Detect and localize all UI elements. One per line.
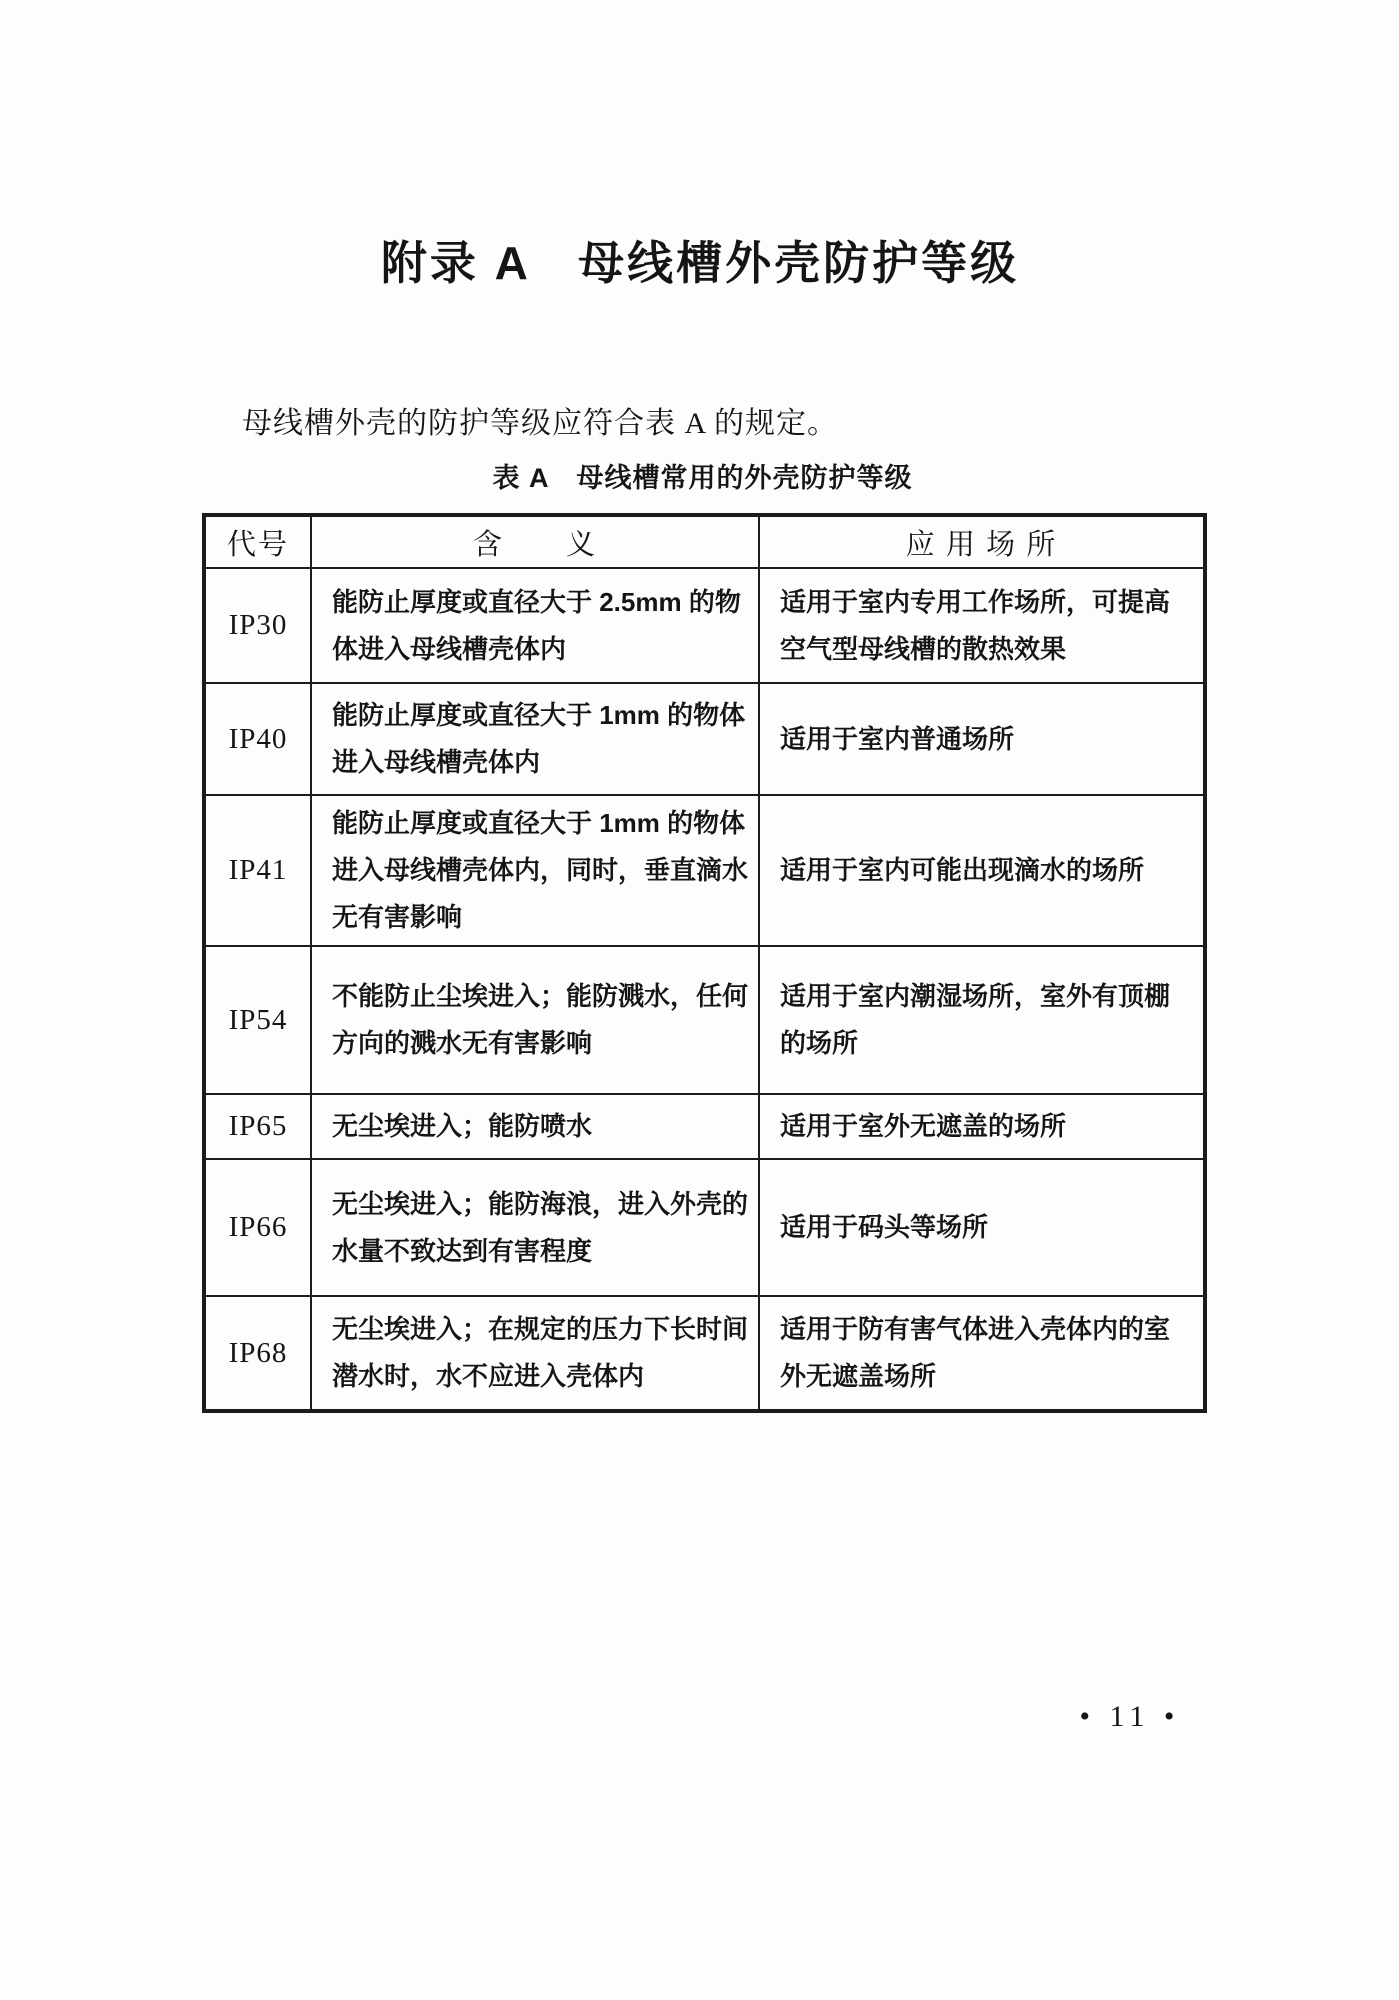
meaning-cell: 不能防止尘埃进入；能防溅水，任何方向的溅水无有害影响 [311, 946, 759, 1094]
table-row [204, 683, 1205, 795]
protection-rating-table [202, 513, 1207, 1413]
application-cell: 适用于室内可能出现滴水的场所 [759, 795, 1205, 946]
application-cell: 适用于室内普通场所 [759, 683, 1205, 795]
table-header-row [204, 515, 1205, 568]
code-cell: IP30 [204, 568, 311, 683]
page-title: 附录 A 母线槽外壳防护等级 [380, 237, 1020, 289]
meaning-cell: 能防止厚度或直径大于 1mm 的物体进入母线槽壳体内，同时，垂直滴水无有害影响 [311, 795, 759, 946]
code-cell: IP68 [204, 1296, 311, 1411]
page-number: • 11 • [1079, 1700, 1181, 1733]
application-cell: 适用于防有害气体进入壳体内的室外无遮盖场所 [759, 1296, 1205, 1411]
code-cell: IP41 [204, 795, 311, 946]
meaning-cell: 无尘埃进入；在规定的压力下长时间潜水时，水不应进入壳体内 [311, 1296, 759, 1411]
table-row [204, 1159, 1205, 1296]
col-header-meaning: 含 义 [311, 515, 759, 568]
table-caption: 表 A 母线槽常用的外壳防护等级 [492, 463, 913, 493]
table-row [204, 946, 1205, 1094]
code-cell: IP65 [204, 1094, 311, 1159]
col-header-code: 代号 [204, 515, 311, 568]
table-row [204, 795, 1205, 946]
application-cell: 适用于码头等场所 [759, 1159, 1205, 1296]
application-cell: 适用于室内专用工作场所，可提高空气型母线槽的散热效果 [759, 568, 1205, 683]
meaning-cell: 无尘埃进入；能防喷水 [311, 1094, 759, 1159]
intro-paragraph: 母线槽外壳的防护等级应符合表 A 的规定。 [242, 407, 839, 440]
code-cell: IP54 [204, 946, 311, 1094]
application-cell: 适用于室内潮湿场所，室外有顶棚的场所 [759, 946, 1205, 1094]
col-header-application: 应 用 场 所 [759, 515, 1205, 568]
code-cell: IP40 [204, 683, 311, 795]
code-cell: IP66 [204, 1159, 311, 1296]
meaning-cell: 能防止厚度或直径大于 2.5mm 的物体进入母线槽壳体内 [311, 568, 759, 683]
meaning-cell: 无尘埃进入；能防海浪，进入外壳的水量不致达到有害程度 [311, 1159, 759, 1296]
table-row [204, 568, 1205, 683]
meaning-cell: 能防止厚度或直径大于 1mm 的物体进入母线槽壳体内 [311, 683, 759, 795]
table-row [204, 1094, 1205, 1159]
table-row [204, 1296, 1205, 1411]
application-cell: 适用于室外无遮盖的场所 [759, 1094, 1205, 1159]
